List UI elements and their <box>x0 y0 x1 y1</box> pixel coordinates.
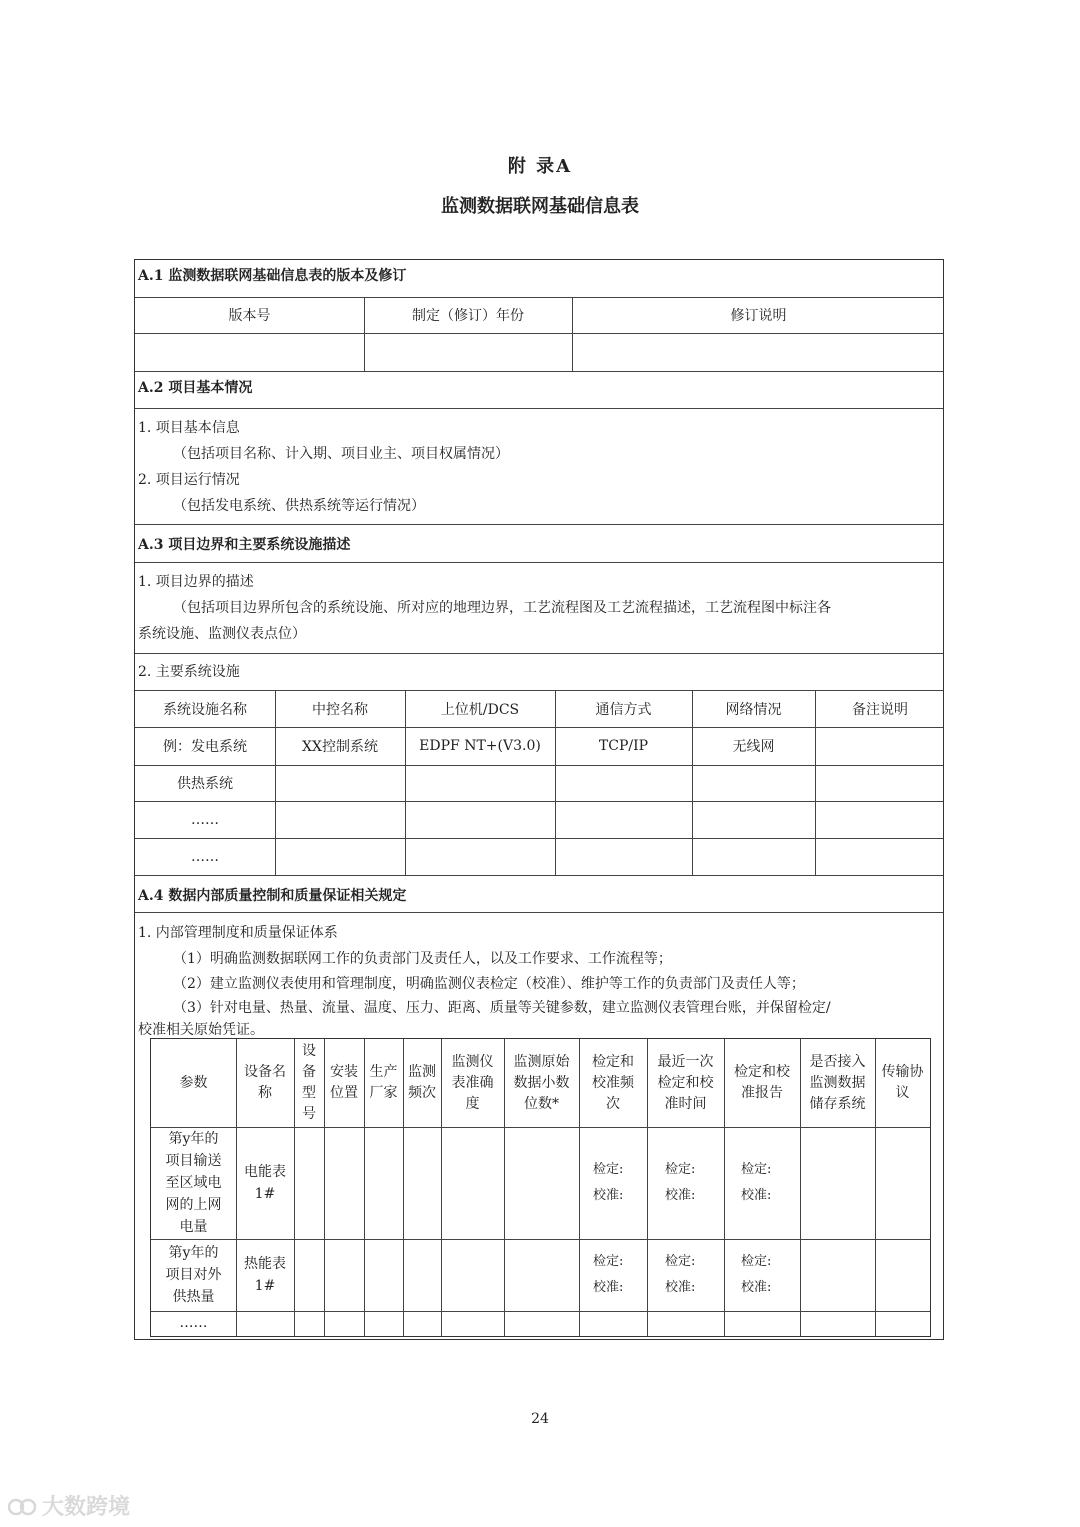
device-line: 1# <box>254 1278 276 1294</box>
header-transfer-protocol <box>875 1039 930 1127</box>
header-calibration-frequency <box>579 1039 647 1127</box>
calibration-freq-cell <box>593 1157 623 1209</box>
control-name-cell: XX控制系统 <box>302 739 378 755</box>
device-electricity-meter <box>236 1127 294 1239</box>
header-line: 频次 <box>408 1085 436 1101</box>
header-line: 设 <box>302 1043 316 1059</box>
network-cell: 无线网 <box>732 739 775 755</box>
header-storage-system <box>800 1039 875 1127</box>
check-label: 检定: <box>593 1254 624 1269</box>
section-a3-heading: A.3 项目边界和主要系统设施描述 <box>138 537 351 553</box>
header-parameter <box>151 1039 236 1127</box>
header-line: 度 <box>465 1095 480 1112</box>
device-heat-meter <box>236 1239 294 1311</box>
check-label: 检定: <box>593 1162 624 1177</box>
header-accuracy <box>441 1039 504 1127</box>
header-line: 检定和校 <box>657 1074 714 1091</box>
param-ellipsis <box>151 1311 236 1335</box>
col-system-name: 系统设施名称 <box>163 701 247 718</box>
calib-label: 校准: <box>665 1188 696 1203</box>
revision-year-header: 制定（修订）年份 <box>412 308 524 324</box>
param-line: 供热量 <box>172 1289 215 1305</box>
rule <box>151 1311 930 1312</box>
header-line: 数据小数 <box>513 1074 570 1091</box>
ellipsis-text: …… <box>179 1314 208 1331</box>
watermark <box>8 1490 130 1521</box>
boundary-desc: （包括项目边界所包含的系统设施、所对应的地理边界，工艺流程图及工艺流程描述，工艺流程图中标注各 <box>173 600 831 616</box>
device-line: 1# <box>254 1186 276 1202</box>
watermark-logo-icon <box>8 1496 38 1518</box>
header-calibration-report <box>724 1039 800 1127</box>
appendix-title: 附 录A <box>507 156 573 177</box>
revision-notes-header: 修订说明 <box>730 308 787 324</box>
rule <box>135 653 943 654</box>
header-monitor-frequency <box>403 1039 441 1127</box>
management-system-item: 1. 内部管理制度和质量保证体系 <box>138 925 338 941</box>
calib-label: 校准: <box>593 1280 624 1295</box>
calib-label: 校准: <box>593 1188 624 1203</box>
param-line: 第y年的 <box>168 1131 219 1147</box>
header-device-model <box>294 1039 324 1127</box>
header-line: 位置 <box>330 1085 358 1101</box>
boundary-desc-cont: 系统设施、监测仪表点位） <box>138 626 306 642</box>
header-last-calibration <box>647 1039 724 1127</box>
header-line: 监测数据 <box>809 1074 866 1091</box>
requirement-1: （1）明确监测数据联网工作的负责部门及责任人，以及工作要求、工作流程等； <box>173 951 672 967</box>
section-a1-heading: A.1 监测数据联网基础信息表的版本及修订 <box>138 268 407 284</box>
header-line: 监测 <box>408 1064 436 1080</box>
header-line: 型 <box>302 1085 316 1101</box>
header-line: 表准确 <box>451 1074 494 1091</box>
requirement-3: （3）针对电量、热量、流量、温度、压力、距离、质量等关键参数，建立监测仪表管理台账，并保留检定/ <box>173 1000 831 1016</box>
section-a2-heading: A.2 项目基本情况 <box>138 380 253 396</box>
header-line: 储存系统 <box>809 1095 866 1112</box>
system-name-cell: …… <box>191 811 219 828</box>
col-host-dcs: 上位机/DCS <box>440 701 520 718</box>
header-line: 参数 <box>179 1074 208 1091</box>
header-line: 厂家 <box>369 1085 398 1101</box>
param-external-heat <box>151 1239 236 1311</box>
param-line: 网的上网 <box>165 1197 222 1213</box>
rule <box>135 408 943 409</box>
check-label: 检定: <box>665 1162 696 1177</box>
header-line: 生产 <box>369 1064 398 1080</box>
system-name-cell: …… <box>191 848 219 865</box>
header-line: 次 <box>606 1095 620 1112</box>
document-title: 监测数据联网基础信息表 <box>441 196 639 217</box>
rule <box>135 562 943 563</box>
rule <box>135 333 943 334</box>
system-name-cell: 供热系统 <box>177 776 233 792</box>
header-line: 是否接入 <box>809 1053 866 1070</box>
page-number: 24 <box>531 1411 549 1427</box>
param-line: 项目输送 <box>165 1153 222 1169</box>
header-line: 监测仪 <box>451 1053 494 1070</box>
requirement-3-cont: 校准相关原始凭证。 <box>138 1022 264 1038</box>
version-header: 版本号 <box>228 308 271 324</box>
calibration-report-cell <box>741 1157 771 1209</box>
project-info-item: 1. 项目基本信息 <box>138 420 240 436</box>
host-dcs-cell: EDPF NT+(V3.0) <box>419 738 541 754</box>
header-line: 传输协 <box>881 1064 924 1080</box>
header-manufacturer <box>364 1039 403 1127</box>
check-label: 检定: <box>665 1254 696 1269</box>
header-line: 准时间 <box>664 1095 707 1112</box>
header-line: 校准频 <box>592 1074 634 1091</box>
calib-label: 校准: <box>665 1280 696 1295</box>
header-line: 检定和校 <box>734 1064 790 1080</box>
header-line: 检定和 <box>592 1053 634 1070</box>
main-systems-item: 2. 主要系统设施 <box>138 664 240 680</box>
section-a4-heading: A.4 数据内部质量控制和质量保证相关规定 <box>138 888 407 904</box>
param-line: 至区域电 <box>165 1175 222 1191</box>
rule <box>135 371 943 372</box>
rule <box>135 875 943 876</box>
watermark-text: 大数跨境 <box>42 1495 131 1520</box>
col-remarks: 备注说明 <box>852 701 908 718</box>
last-calibration-cell <box>665 1157 695 1209</box>
calibration-freq-cell <box>593 1249 623 1301</box>
project-operation-desc: （包括发电系统、供热系统等运行情况） <box>173 498 425 514</box>
header-install-location <box>324 1039 364 1127</box>
header-line: 备 <box>302 1064 316 1080</box>
calib-label: 校准: <box>741 1188 772 1203</box>
last-calibration-cell <box>665 1249 695 1301</box>
header-line: 最近一次 <box>657 1053 714 1070</box>
header-decimal-places <box>504 1039 579 1127</box>
requirement-2: （2）建立监测仪表使用和管理制度，明确监测仪表检定（校准）、维护等工作的负责部门及责任人等； <box>173 976 805 992</box>
header-line: 称 <box>258 1085 272 1101</box>
communication-cell: TCP/IP <box>598 738 649 754</box>
param-line: 电量 <box>179 1219 208 1235</box>
device-line: 电能表 <box>244 1164 286 1180</box>
col-control-name: 中控名称 <box>312 701 368 718</box>
check-label: 检定: <box>741 1254 772 1269</box>
check-label: 检定: <box>741 1162 772 1177</box>
col-communication: 通信方式 <box>595 701 652 718</box>
system-name-cell: 例：发电系统 <box>163 739 247 755</box>
header-line: 号 <box>302 1106 316 1122</box>
param-line: 项目对外 <box>165 1267 222 1283</box>
header-line: 位数* <box>524 1095 559 1112</box>
project-info-desc: （包括项目名称、计入期、项目业主、项目权属情况） <box>173 446 509 462</box>
project-operation-item: 2. 项目运行情况 <box>138 472 240 488</box>
header-line: 安装 <box>330 1064 358 1080</box>
header-device-name <box>236 1039 294 1127</box>
param-grid-electricity <box>151 1127 236 1239</box>
param-line: 第y年的 <box>168 1245 219 1261</box>
calib-label: 校准: <box>741 1280 772 1295</box>
col-network: 网络情况 <box>725 701 782 718</box>
boundary-item: 1. 项目边界的描述 <box>138 574 254 590</box>
instrument-table <box>150 1038 931 1337</box>
header-line: 准报告 <box>741 1085 783 1101</box>
device-line: 热能表 <box>244 1256 286 1272</box>
header-line: 议 <box>895 1085 910 1101</box>
info-table-frame <box>134 259 944 1340</box>
rule <box>135 524 943 525</box>
calibration-report-cell <box>741 1249 771 1301</box>
rule <box>135 912 943 913</box>
header-line: 设备名 <box>244 1064 286 1080</box>
header-line: 监测原始 <box>513 1053 570 1070</box>
